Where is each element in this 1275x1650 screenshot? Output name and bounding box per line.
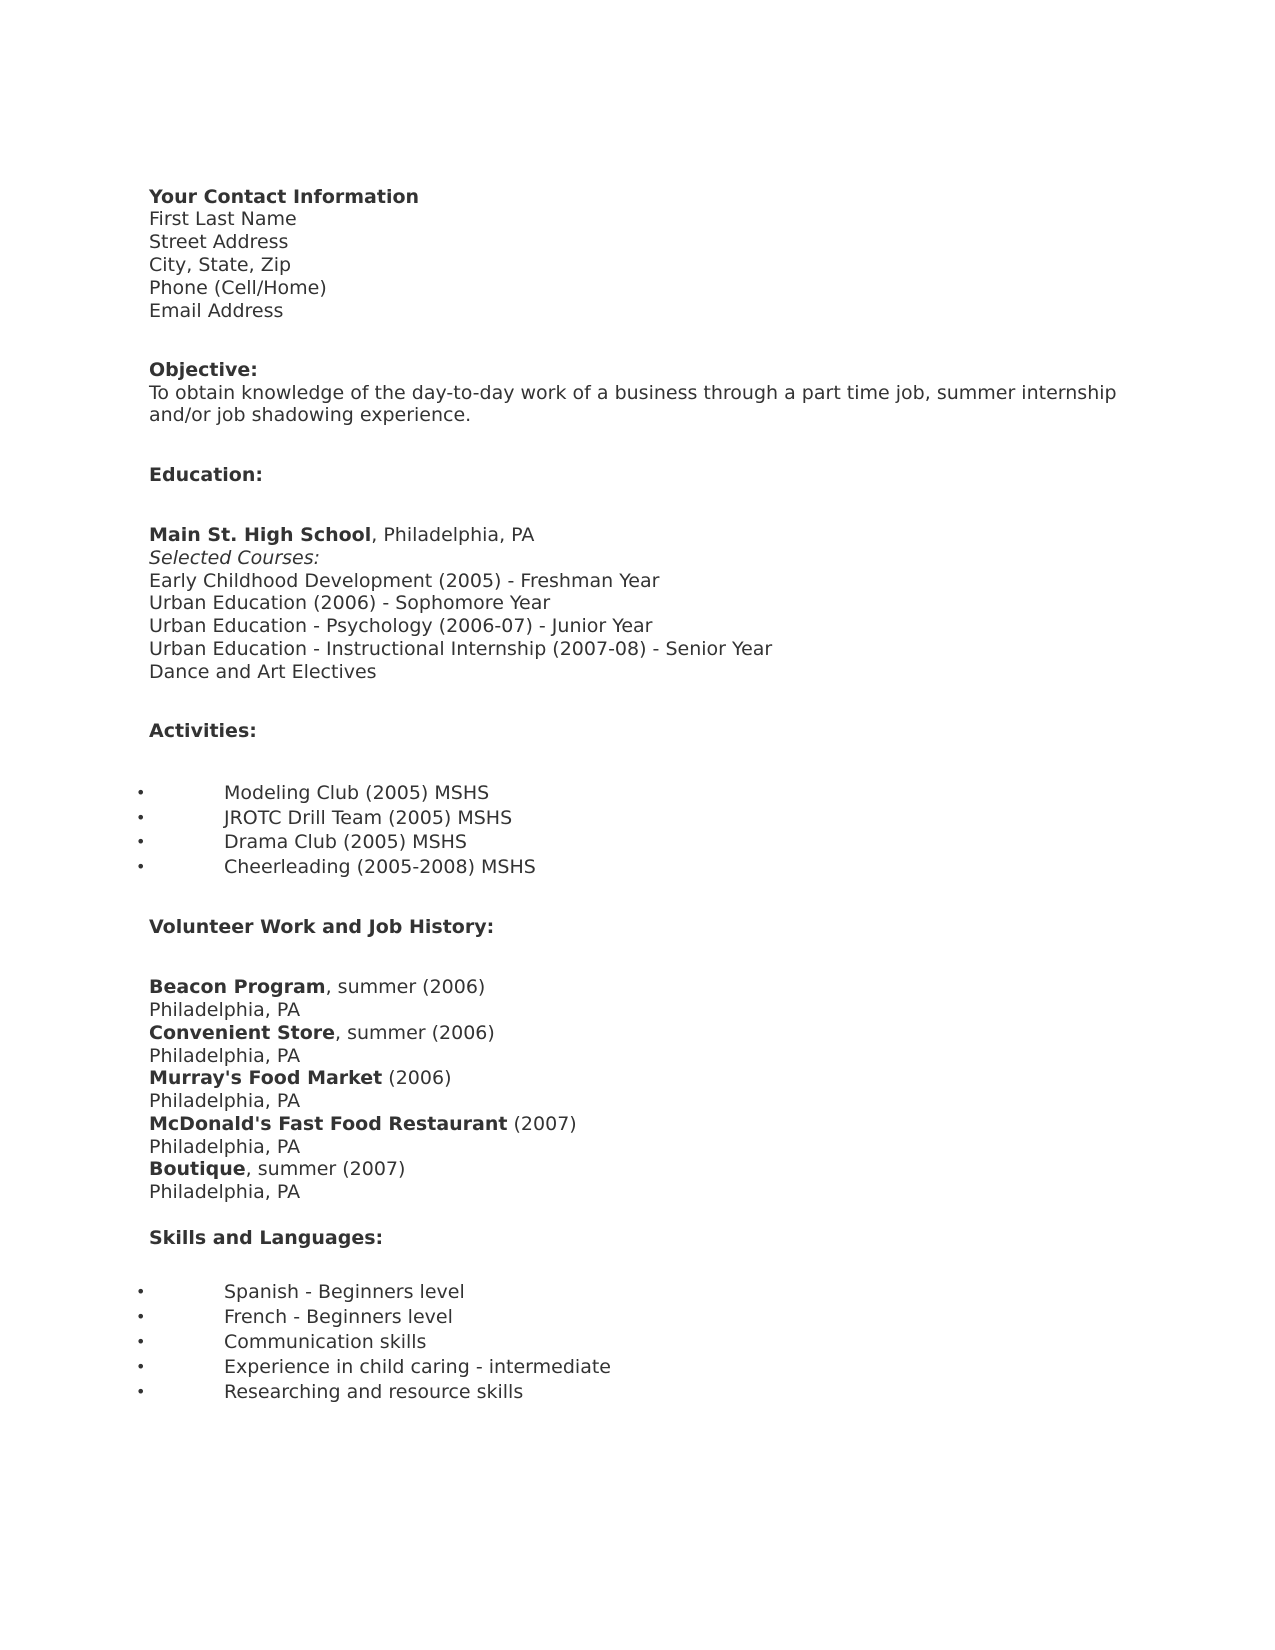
job-name: McDonald's Fast Food Restaurant <box>149 1113 508 1135</box>
activities-heading: Activities: <box>149 720 257 742</box>
activity-item: Cheerleading (2005-2008) MSHS <box>224 856 536 878</box>
contact-phone: Phone (Cell/Home) <box>149 277 327 299</box>
bullet-icon: • <box>136 857 146 876</box>
education-heading: Education: <box>149 464 263 486</box>
activity-item: Drama Club (2005) MSHS <box>224 831 467 853</box>
skill-item: Researching and resource skills <box>224 1381 524 1403</box>
skill-item: Experience in child caring - intermediate <box>224 1356 611 1378</box>
bullet-icon: • <box>136 1382 146 1401</box>
activity-item: Modeling Club (2005) MSHS <box>224 782 490 804</box>
bullet-icon: • <box>136 783 146 802</box>
contact-city: City, State, Zip <box>149 254 292 276</box>
contact-street: Street Address <box>149 231 289 253</box>
work-heading: Volunteer Work and Job History: <box>149 916 495 938</box>
job-detail: , summer (2006) <box>335 1022 495 1044</box>
bullet-icon: • <box>136 1307 146 1326</box>
bullet-icon: • <box>136 808 146 827</box>
school-line <box>149 524 534 546</box>
job-detail: (2007) <box>507 1113 577 1135</box>
bullet-icon: • <box>136 1282 146 1301</box>
objective-text-line: and/or job shadowing experience. <box>149 404 472 426</box>
skills-heading: Skills and Languages: <box>149 1227 384 1249</box>
course-item: Dance and Art Electives <box>149 661 377 683</box>
job-name: Boutique <box>149 1158 246 1180</box>
objective-heading: Objective: <box>149 359 258 381</box>
skill-item: French - Beginners level <box>224 1306 453 1328</box>
contact-name: First Last Name <box>149 208 297 230</box>
job-name: Convenient Store <box>149 1022 336 1044</box>
job-detail: , summer (2006) <box>325 976 486 998</box>
skill-item: Communication skills <box>224 1331 427 1353</box>
course-item: Urban Education - Psychology (2006-07) - Junior Year <box>149 615 653 637</box>
job-location: Philadelphia, PA <box>149 1045 301 1067</box>
contact-email: Email Address <box>149 300 284 322</box>
job-name: Beacon Program <box>149 976 326 998</box>
job-title-line <box>149 1022 495 1044</box>
job-title-line <box>149 1067 451 1089</box>
course-item: Urban Education (2006) - Sophomore Year <box>149 592 551 614</box>
bullet-icon: • <box>136 1357 146 1376</box>
job-location: Philadelphia, PA <box>149 999 301 1021</box>
activity-item: JROTC Drill Team (2005) MSHS <box>224 807 513 829</box>
job-detail: , summer (2007) <box>245 1158 406 1180</box>
bullet-icon: • <box>136 832 146 851</box>
job-title-line <box>149 1158 405 1180</box>
job-title-line <box>149 976 485 998</box>
job-name: Murray's Food Market <box>149 1067 383 1089</box>
course-item: Urban Education - Instructional Internship (2007-08) - Senior Year <box>149 638 773 660</box>
school-location: , Philadelphia, PA <box>371 524 535 546</box>
course-item: Early Childhood Development (2005) - Freshman Year <box>149 570 660 592</box>
objective-text-line: To obtain knowledge of the day-to-day work of a business through a part time job, summer internship <box>149 382 1117 404</box>
bullet-icon: • <box>136 1332 146 1351</box>
school-name: Main St. High School <box>149 524 372 546</box>
courses-label: Selected Courses: <box>149 547 321 569</box>
skill-item: Spanish - Beginners level <box>224 1281 465 1303</box>
job-location: Philadelphia, PA <box>149 1090 301 1112</box>
job-location: Philadelphia, PA <box>149 1181 301 1203</box>
job-location: Philadelphia, PA <box>149 1136 301 1158</box>
contact-heading: Your Contact Information <box>149 186 420 208</box>
job-detail: (2006) <box>382 1067 452 1089</box>
job-title-line <box>149 1113 577 1135</box>
